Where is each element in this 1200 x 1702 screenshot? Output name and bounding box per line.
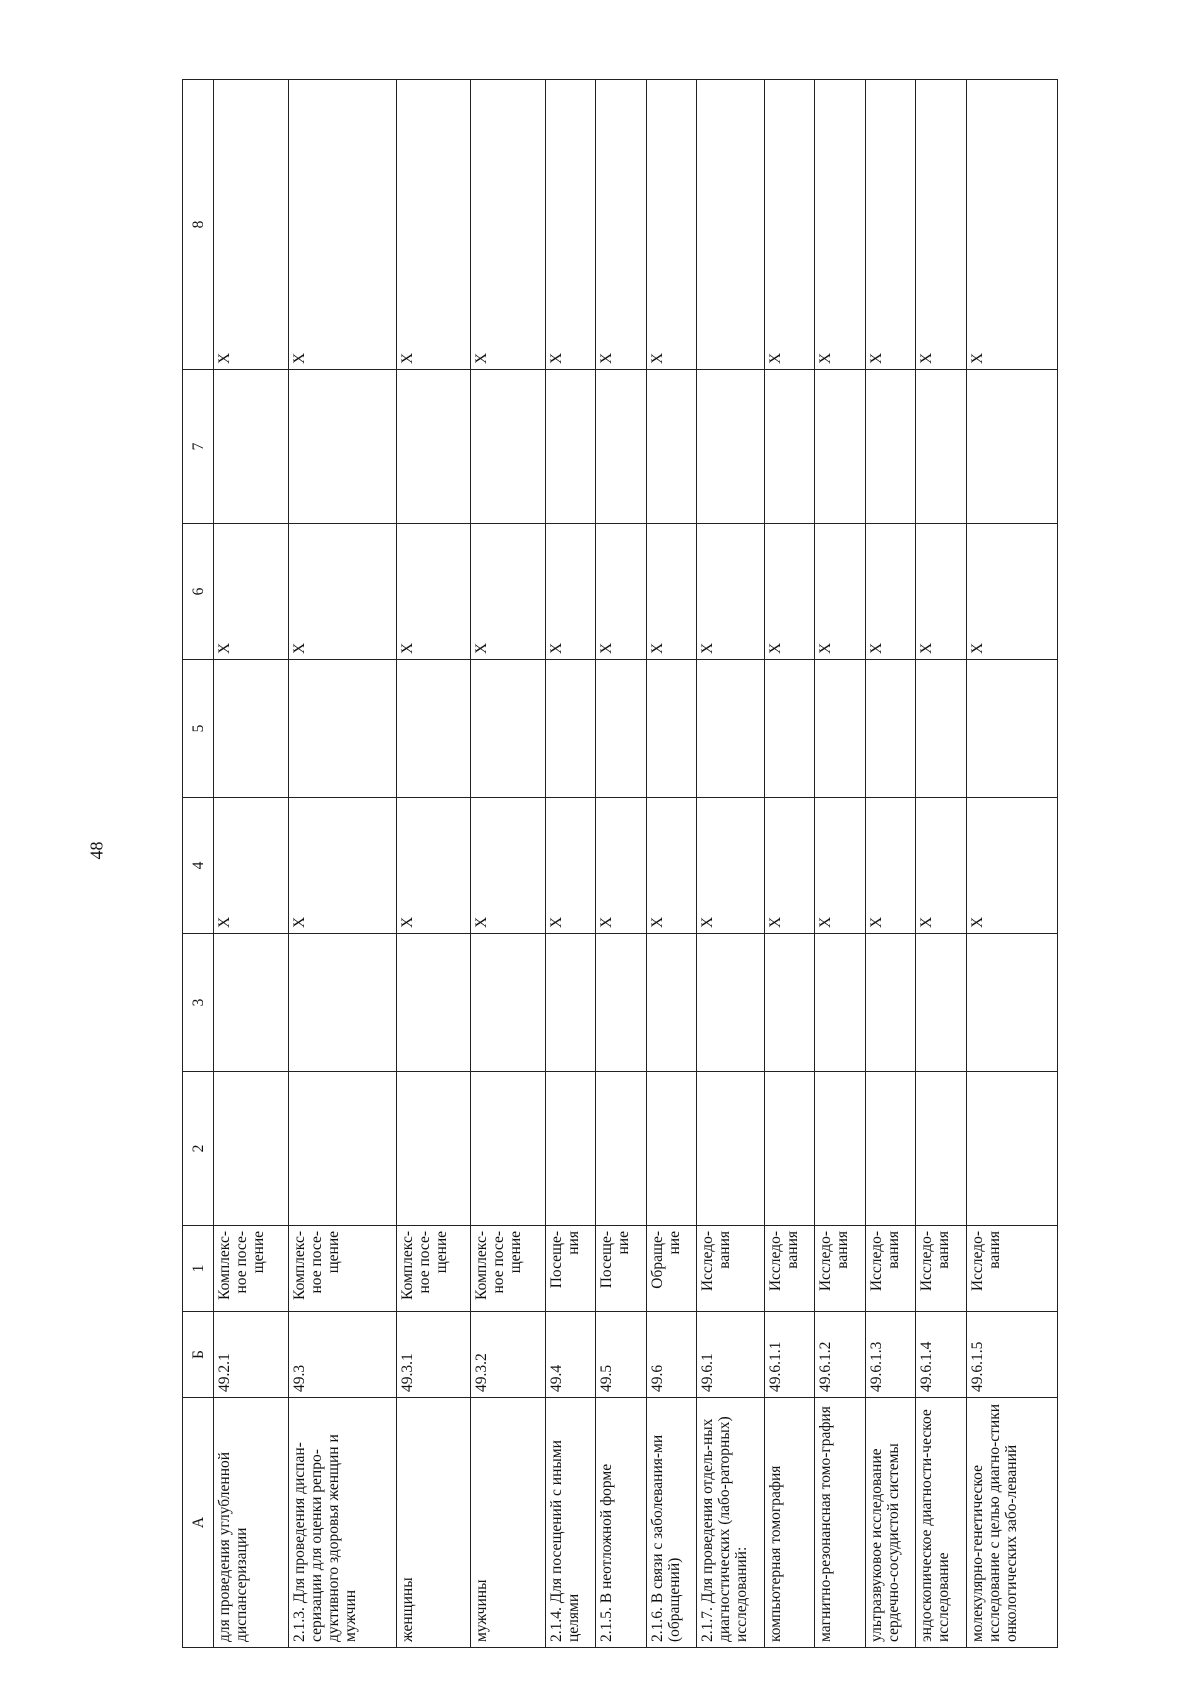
cell-c4: Х: [697, 798, 764, 934]
cell-c1: Посеще-ния: [545, 1226, 595, 1312]
cell-c3: [596, 934, 646, 1072]
cell-c5: [545, 660, 595, 798]
table-row: [916, 80, 966, 1648]
cell-c1: Обраще-ние: [646, 1226, 696, 1312]
cell-c6: Х: [815, 524, 865, 660]
table-row: [697, 80, 764, 1648]
cell-a: 2.1.3. Для проведения диспан-серизации для оценки репро-дуктивного здоровья женщин и мужчин: [288, 1398, 396, 1648]
column-header-5: 4: [183, 798, 214, 934]
table-row: [646, 80, 696, 1648]
table-row: [865, 80, 915, 1648]
cell-c8: Х: [646, 80, 696, 370]
cell-b: 49.6.1.1: [764, 1312, 814, 1398]
cell-c7: [646, 370, 696, 524]
cell-c7: [471, 370, 546, 524]
cell-a: 2.1.4. Для посещений с иными целями: [545, 1398, 595, 1648]
cell-c8: Х: [764, 80, 814, 370]
cell-a: женщины: [396, 1398, 471, 1648]
cell-c6: Х: [764, 524, 814, 660]
header-row: [183, 80, 214, 1648]
cell-c7: [596, 370, 646, 524]
cell-a: 2.1.6. В связи с заболевания-ми (обращений): [646, 1398, 696, 1648]
cell-c4: Х: [471, 798, 546, 934]
cell-c5: [396, 660, 471, 798]
cell-c1: Исследо-вания: [697, 1226, 764, 1312]
table-row: [764, 80, 814, 1648]
table-row: [596, 80, 646, 1648]
cell-c2: [815, 1072, 865, 1226]
cell-c3: [916, 934, 966, 1072]
cell-b: 49.5: [596, 1312, 646, 1398]
cell-b: 49.6.1.3: [865, 1312, 915, 1398]
cell-c5: [214, 660, 289, 798]
table-row: [815, 80, 865, 1648]
cell-c7: [865, 370, 915, 524]
cell-c2: [697, 1072, 764, 1226]
page-number: 48: [86, 841, 107, 860]
cell-c3: [471, 934, 546, 1072]
table-row: [396, 80, 471, 1648]
cell-c6: Х: [471, 524, 546, 660]
column-header-2: 1: [183, 1226, 214, 1312]
cell-c5: [596, 660, 646, 798]
cell-c3: [396, 934, 471, 1072]
cell-c2: [865, 1072, 915, 1226]
cell-b: 49.6.1.2: [815, 1312, 865, 1398]
cell-a: эндоскопическое диагности-ческое исследование: [916, 1398, 966, 1648]
cell-b: 49.3.1: [396, 1312, 471, 1398]
cell-b: 49.3.2: [471, 1312, 546, 1398]
cell-c1: Исследо-вания: [916, 1226, 966, 1312]
cell-c5: [646, 660, 696, 798]
cell-c8: Х: [288, 80, 396, 370]
cell-c6: Х: [916, 524, 966, 660]
cell-c8: Х: [214, 80, 289, 370]
cell-c3: [214, 934, 289, 1072]
cell-c1: Исследо-вания: [865, 1226, 915, 1312]
cell-c4: Х: [916, 798, 966, 934]
cell-c2: [916, 1072, 966, 1226]
cell-c6: Х: [545, 524, 595, 660]
cell-c3: [815, 934, 865, 1072]
cell-b: 49.4: [545, 1312, 595, 1398]
cell-c6: Х: [596, 524, 646, 660]
cell-c1: Комплекс-ное посе-щение: [214, 1226, 289, 1312]
data-table: [182, 79, 1058, 1648]
cell-b: 49.6.1.5: [966, 1312, 1058, 1398]
cell-c2: [214, 1072, 289, 1226]
cell-b: 49.3: [288, 1312, 396, 1398]
cell-c3: [764, 934, 814, 1072]
cell-a: компьютерная томография: [764, 1398, 814, 1648]
cell-c5: [865, 660, 915, 798]
column-header-9: 8: [183, 80, 214, 370]
cell-c1: Исследо-вания: [966, 1226, 1058, 1312]
cell-c3: [966, 934, 1058, 1072]
cell-c8: Х: [865, 80, 915, 370]
table-row: [214, 80, 289, 1648]
cell-c4: Х: [646, 798, 696, 934]
cell-c5: [288, 660, 396, 798]
cell-c5: [966, 660, 1058, 798]
column-header-7: 6: [183, 524, 214, 660]
cell-c6: Х: [865, 524, 915, 660]
cell-c7: [288, 370, 396, 524]
cell-c2: [545, 1072, 595, 1226]
table-row: [966, 80, 1058, 1648]
cell-c1: Исследо-вания: [815, 1226, 865, 1312]
cell-c4: Х: [764, 798, 814, 934]
cell-c3: [288, 934, 396, 1072]
cell-c8: Х: [471, 80, 546, 370]
cell-c1: Комплекс-ное посе-щение: [288, 1226, 396, 1312]
cell-c6: Х: [966, 524, 1058, 660]
cell-c1: Посеще-ние: [596, 1226, 646, 1312]
cell-c8: Х: [916, 80, 966, 370]
cell-c7: [916, 370, 966, 524]
cell-c8: Х: [596, 80, 646, 370]
cell-c2: [966, 1072, 1058, 1226]
cell-c6: Х: [396, 524, 471, 660]
cell-c4: Х: [815, 798, 865, 934]
cell-c3: [865, 934, 915, 1072]
cell-c7: [966, 370, 1058, 524]
cell-c1: Комплекс-ное посе-щение: [396, 1226, 471, 1312]
cell-b: 49.6.1.4: [916, 1312, 966, 1398]
cell-b: 49.6: [646, 1312, 696, 1398]
cell-c5: [697, 660, 764, 798]
table-row: [471, 80, 546, 1648]
cell-b: 49.6.1: [697, 1312, 764, 1398]
cell-c3: [697, 934, 764, 1072]
cell-c8: [697, 80, 764, 370]
cell-a: 2.1.7. Для проведения отдель-ных диагностических (лабо-раторных) исследований:: [697, 1398, 764, 1648]
cell-c6: Х: [288, 524, 396, 660]
cell-c5: [764, 660, 814, 798]
table-body: [214, 80, 1058, 1648]
cell-c4: Х: [865, 798, 915, 934]
cell-c2: [396, 1072, 471, 1226]
cell-c4: Х: [545, 798, 595, 934]
cell-c5: [916, 660, 966, 798]
table-row: [545, 80, 595, 1648]
cell-b: 49.2.1: [214, 1312, 289, 1398]
table-row: [288, 80, 396, 1648]
cell-a: мужчины: [471, 1398, 546, 1648]
column-header-0: А: [183, 1398, 214, 1648]
column-header-1: Б: [183, 1312, 214, 1398]
cell-c4: Х: [966, 798, 1058, 934]
cell-c2: [596, 1072, 646, 1226]
cell-a: 2.1.5. В неотложной форме: [596, 1398, 646, 1648]
cell-c2: [471, 1072, 546, 1226]
cell-c7: [214, 370, 289, 524]
column-header-6: 5: [183, 660, 214, 798]
cell-c6: Х: [646, 524, 696, 660]
cell-c6: Х: [214, 524, 289, 660]
cell-c1: Исследо-вания: [764, 1226, 814, 1312]
cell-c7: [545, 370, 595, 524]
cell-a: молекулярно-генетическое исследование с целью диагно-стики онкологических забо-леваний: [966, 1398, 1058, 1648]
cell-c1: Комплекс-ное посе-щение: [471, 1226, 546, 1312]
cell-c8: Х: [966, 80, 1058, 370]
cell-c4: Х: [288, 798, 396, 934]
cell-c5: [471, 660, 546, 798]
rotated-table-container: [182, 80, 1058, 1648]
cell-c3: [545, 934, 595, 1072]
cell-c5: [815, 660, 865, 798]
cell-a: магнитно-резонансная томо-графия: [815, 1398, 865, 1648]
cell-c8: Х: [396, 80, 471, 370]
cell-c8: Х: [815, 80, 865, 370]
cell-c3: [646, 934, 696, 1072]
cell-c7: [697, 370, 764, 524]
cell-a: для проведения углубленной диспансеризации: [214, 1398, 289, 1648]
cell-c7: [396, 370, 471, 524]
cell-c8: Х: [545, 80, 595, 370]
cell-c4: Х: [396, 798, 471, 934]
cell-c7: [815, 370, 865, 524]
column-header-3: 2: [183, 1072, 214, 1226]
cell-c2: [288, 1072, 396, 1226]
cell-c2: [764, 1072, 814, 1226]
cell-c4: Х: [214, 798, 289, 934]
cell-c2: [646, 1072, 696, 1226]
cell-c6: Х: [697, 524, 764, 660]
cell-c4: Х: [596, 798, 646, 934]
column-header-8: 7: [183, 370, 214, 524]
column-header-4: 3: [183, 934, 214, 1072]
cell-a: ультразвуковое исследование сердечно-сосудистой системы: [865, 1398, 915, 1648]
cell-c7: [764, 370, 814, 524]
